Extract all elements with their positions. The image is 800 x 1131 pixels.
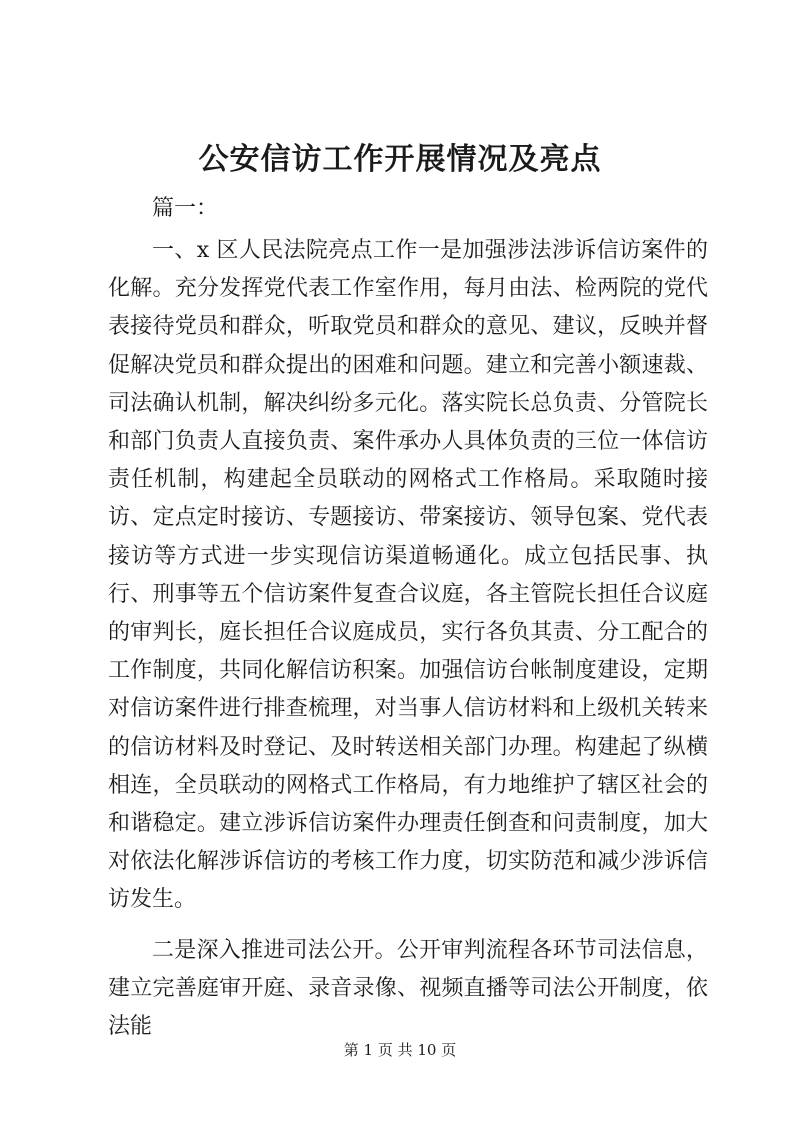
document-body: [108, 190, 708, 1046]
paragraph-1: 一、x 区人民法院亮点工作一是加强涉法涉诉信访案件的化解。充分发挥党代表工作室作用，每月由法、检两院的党代表接待党员和群众，听取党员和群众的意见、建议，反映并督促解决党员和群众提出的困难和问题。建立和完善小额速裁、司法确认机制，解决纠纷多元化。落实院长总负责、分管院长和部门负责人直接负责、案件承办人具体负责的三位一体信访责任机制，构建起全员联动的网格式工作格局。采取随时接访、定点定时接访、专题接访、带案接访、领导包案、党代表接访等方式进一步实现信访渠道畅通化。成立包括民事、执行、刑事等五个信访案件复查合议庭，各主管院长担任合议庭的审判长，庭长担任合议庭成员，实行各负其责、分工配合的工作制度，共同化解信访积案。加强信访台帐制度建设，定期对信访案件进行排查梳理，对当事人信访材料和上级机关转来的信访材料及时登记、及时转送相关部门办理。构建起了纵横相连，全员联动的网格式工作格局，有力地维护了辖区社会的和谐稳定。建立涉诉信访案件办理责任倒查和问责制度，加大对依法化解涉诉信访的考核工作力度，切实防范和减少涉诉信访发生。: [108, 238, 708, 913]
section-label: 篇一：: [152, 196, 219, 221]
document-title: 公安信访工作开展情况及亮点: [198, 142, 602, 177]
paragraph-2: 二是深入推进司法公开。公开审判流程各环节司法信息，建立完善庭审开庭、录音录像、视频直播等司法公开制度，依法能: [108, 937, 708, 1040]
page-footer: 第 1 页 共 10 页: [343, 1041, 457, 1059]
